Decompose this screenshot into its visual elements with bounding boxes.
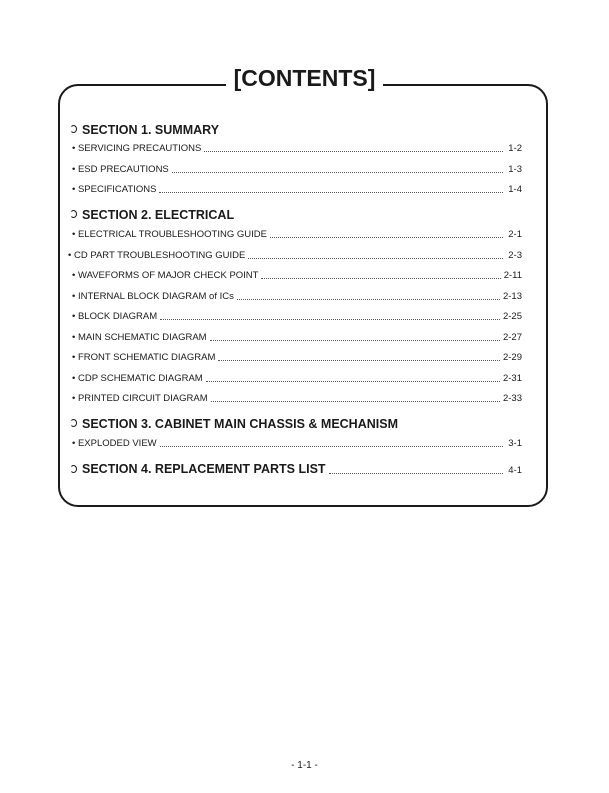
leader-dots bbox=[159, 191, 503, 193]
circle-bullet-icon bbox=[70, 419, 77, 427]
toc-row[interactable]: • EXPLODED VIEW 3-1 bbox=[72, 438, 522, 449]
circle-bullet-icon bbox=[70, 125, 77, 133]
leader-dots bbox=[237, 298, 500, 300]
toc-row[interactable]: • PRINTED CIRCUIT DIAGRAM 2-33 bbox=[72, 393, 522, 404]
page-title: [CONTENTS] bbox=[0, 64, 609, 92]
toc-row[interactable]: • SPECIFICATIONS 1-4 bbox=[72, 184, 522, 195]
section-2-heading: SECTION 2. ELECTRICAL bbox=[70, 207, 234, 223]
toc-row[interactable]: • SERVICING PRECAUTIONS 1-2 bbox=[72, 143, 522, 154]
toc-row[interactable]: • CD PART TROUBLESHOOTING GUIDE 2-3 bbox=[68, 250, 522, 261]
page-number: - 1-1 - bbox=[291, 760, 318, 771]
leader-dots bbox=[210, 339, 500, 341]
toc-row[interactable]: • CDP SCHEMATIC DIAGRAM 2-31 bbox=[72, 373, 522, 384]
leader-dots bbox=[160, 318, 500, 320]
leader-dots bbox=[248, 257, 503, 259]
circle-bullet-icon bbox=[70, 210, 77, 218]
toc-row[interactable]: • BLOCK DIAGRAM 2-25 bbox=[72, 311, 522, 322]
leader-dots bbox=[261, 277, 500, 279]
toc-row[interactable]: • MAIN SCHEMATIC DIAGRAM 2-27 bbox=[72, 332, 522, 343]
section-1-heading: SECTION 1. SUMMARY bbox=[70, 122, 219, 138]
leader-dots bbox=[160, 445, 503, 447]
leader-dots bbox=[329, 472, 503, 474]
leader-dots bbox=[204, 150, 503, 152]
leader-dots bbox=[270, 236, 503, 238]
toc-row[interactable]: • ELECTRICAL TROUBLESHOOTING GUIDE 2-1 bbox=[72, 229, 522, 240]
circle-bullet-icon bbox=[70, 465, 77, 473]
leader-dots bbox=[211, 400, 500, 402]
toc-row[interactable]: • WAVEFORMS OF MAJOR CHECK POINT 2-11 bbox=[72, 270, 522, 281]
toc-row[interactable]: • FRONT SCHEMATIC DIAGRAM 2-29 bbox=[72, 352, 522, 363]
toc-row[interactable]: • INTERNAL BLOCK DIAGRAM of ICs 2-13 bbox=[72, 291, 522, 302]
leader-dots bbox=[218, 359, 500, 361]
toc-row[interactable]: • ESD PRECAUTIONS 1-3 bbox=[72, 164, 522, 175]
section-4-heading[interactable]: SECTION 4. REPLACEMENT PARTS LIST 4-1 bbox=[70, 462, 522, 478]
leader-dots bbox=[206, 380, 500, 382]
section-3-heading: SECTION 3. CABINET MAIN CHASSIS & MECHANISM bbox=[70, 416, 398, 432]
leader-dots bbox=[172, 171, 503, 173]
